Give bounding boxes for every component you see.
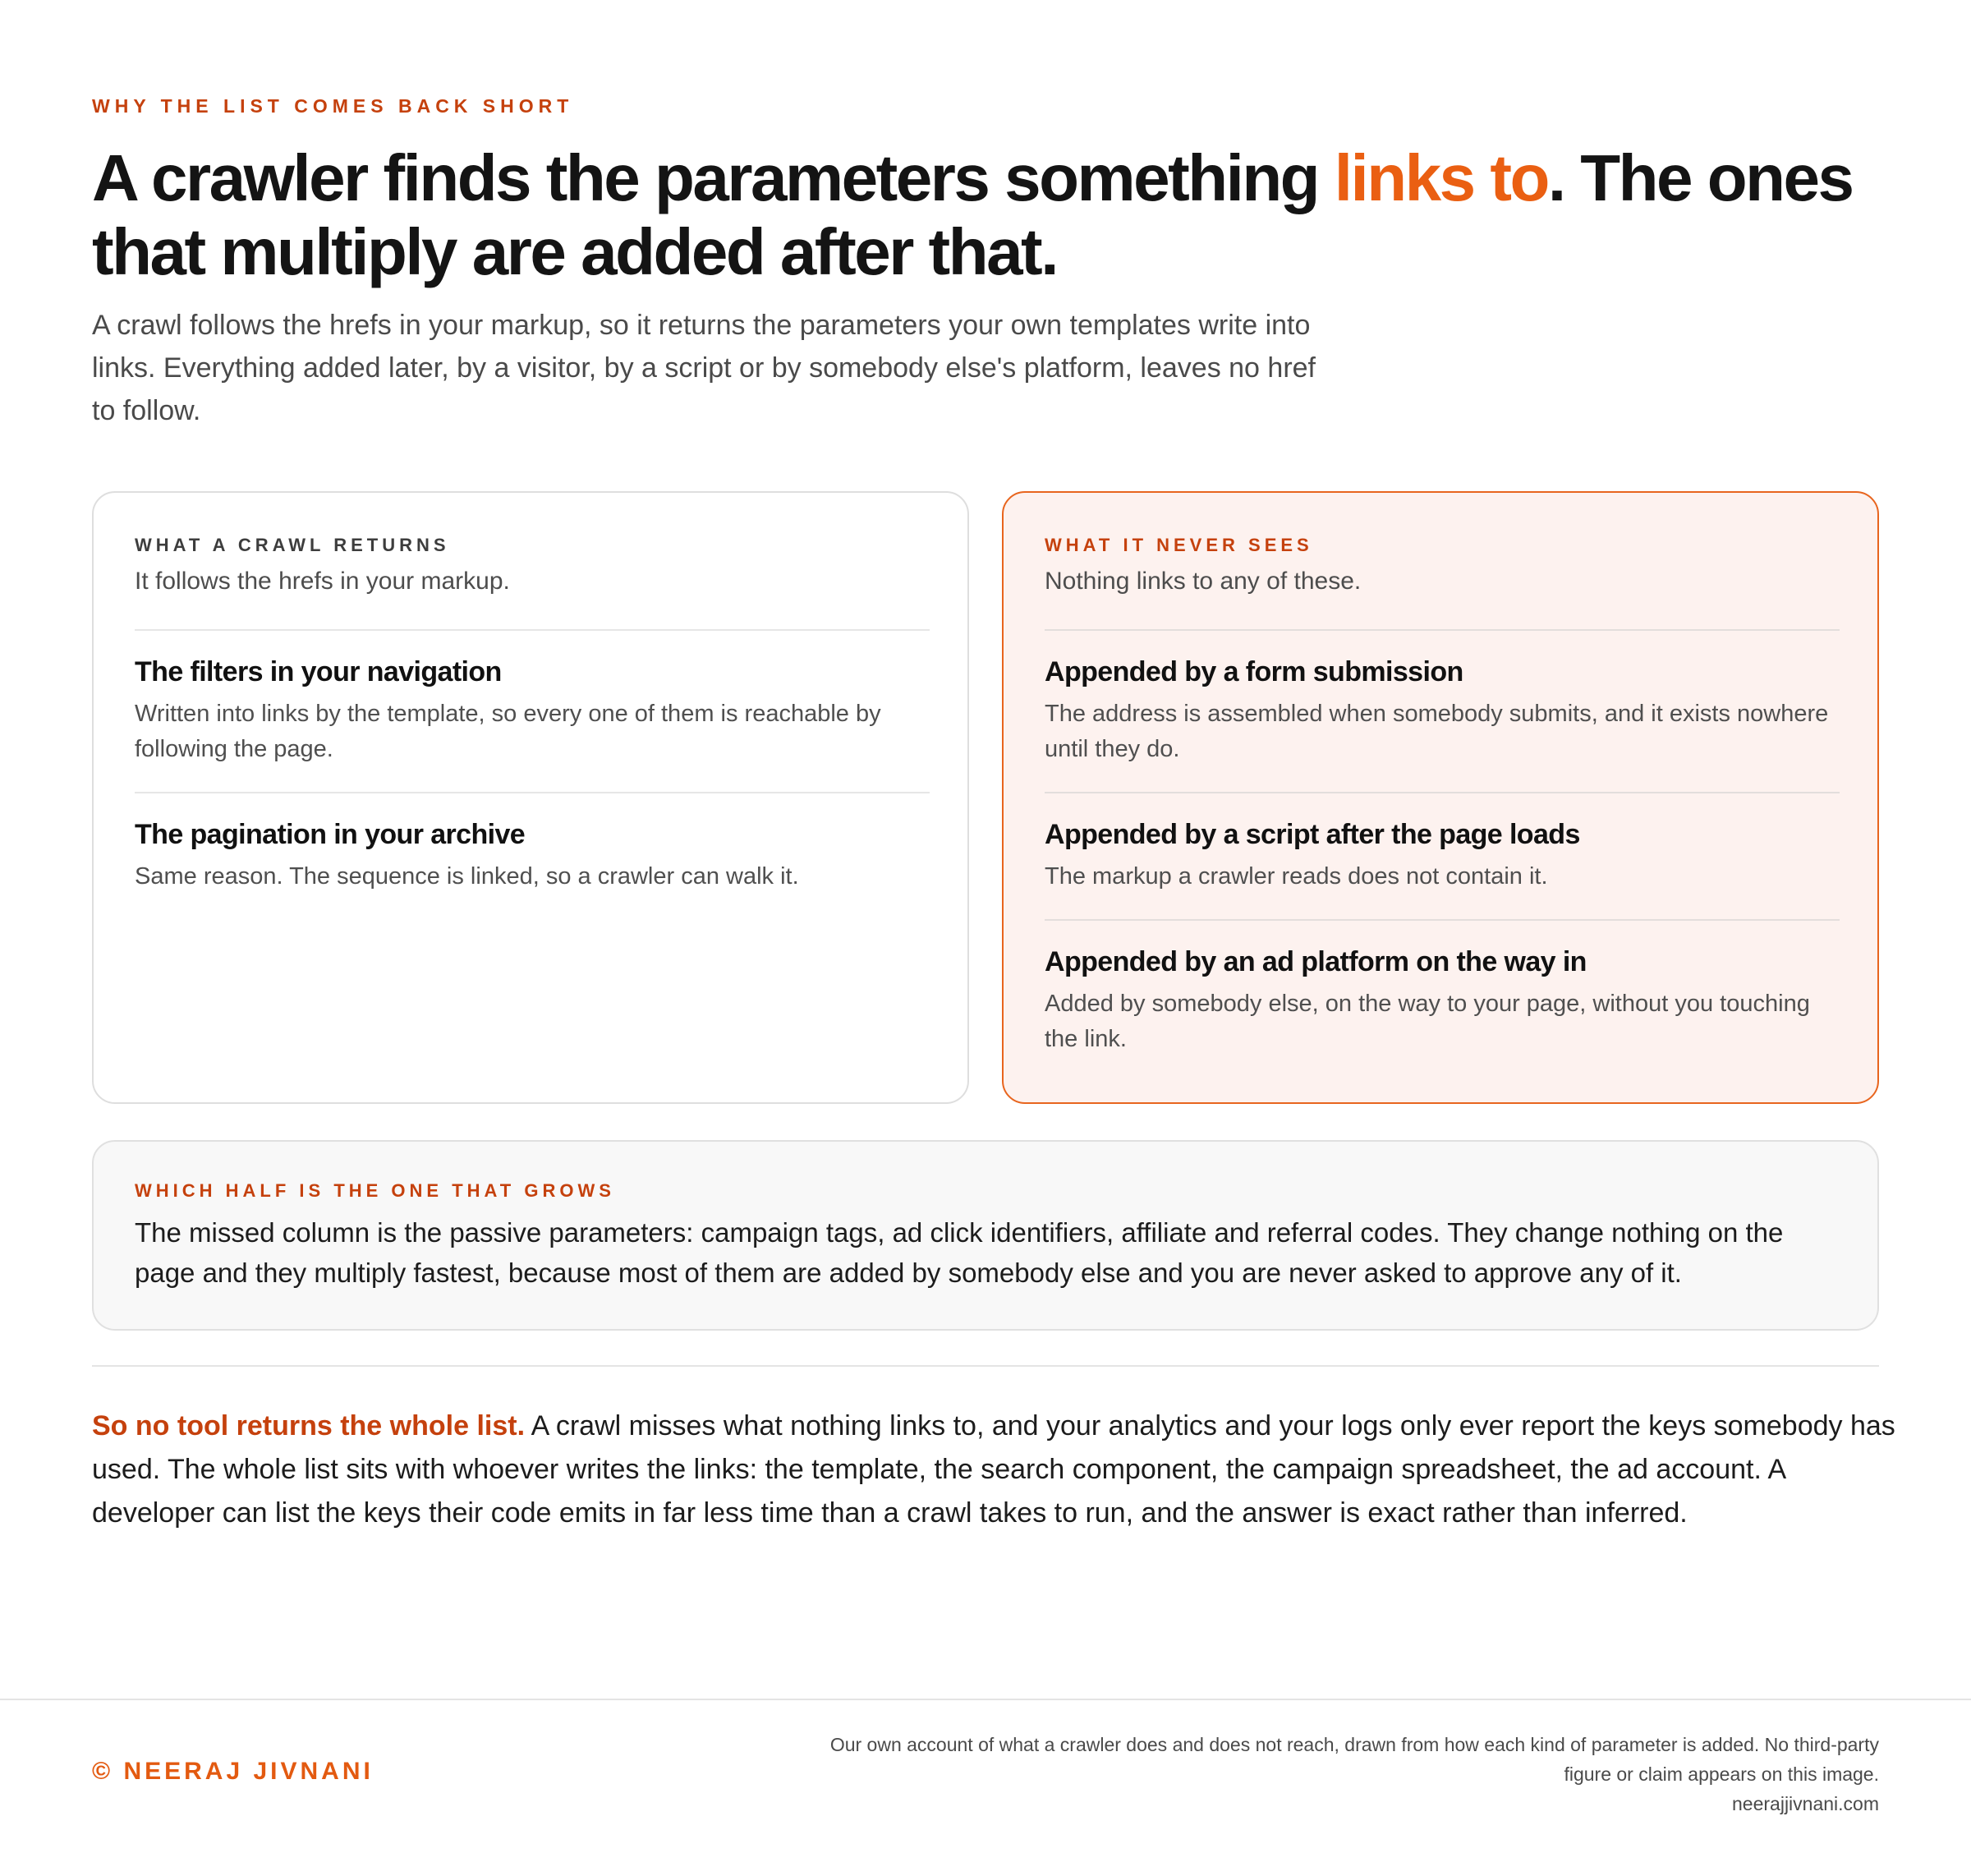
callout-label: WHICH HALF IS THE ONE THAT GROWS <box>135 1180 615 1201</box>
item-title: The pagination in your archive <box>135 819 526 850</box>
item-description: Added by somebody else, on the way to your page, without you touching the link. <box>1045 991 1810 1052</box>
site-url: neerajjivnani.com <box>1732 1793 1879 1814</box>
closing-paragraph <box>92 1405 1899 1535</box>
list-item <box>1045 793 1840 894</box>
brand-credit: © NEERAJ JIVNANI <box>92 1758 374 1785</box>
headline <box>92 141 1899 289</box>
list-item <box>135 631 930 767</box>
item-title: Appended by a form submission <box>1045 656 1463 687</box>
grows-callout <box>92 1140 1879 1331</box>
item-description: Same reason. The sequence is linked, so a crawler can walk it. <box>135 863 799 890</box>
section-divider <box>92 1365 1879 1367</box>
callout-text: The missed column is the passive parameters: campaign tags, ad click identifiers, affiliate and referral codes. They change nothing on the page and they multiply fastest, because most of them are added by somebody else and you are never asked to approve any of it. <box>135 1217 1784 1288</box>
card-label: WHAT IT NEVER SEES <box>1045 535 1313 555</box>
card-subtitle: It follows the hrefs in your markup. <box>135 568 510 595</box>
list-item <box>135 793 930 894</box>
closing-lead: So no tool returns the whole list. <box>92 1410 526 1441</box>
footnote <box>779 1730 1879 1819</box>
item-description: The markup a crawler reads does not contain it. <box>1045 863 1548 890</box>
headline-accent: links to <box>1334 141 1548 214</box>
never-sees-card <box>1002 491 1879 1104</box>
item-description: The address is assembled when somebody submits, and it exists nowhere until they do. <box>1045 701 1829 762</box>
item-description: Written into links by the template, so every one of them is reachable by following the page. <box>135 701 881 762</box>
eyebrow: WHY THE LIST COMES BACK SHORT <box>92 95 574 117</box>
headline-start: A crawler finds the parameters something <box>92 141 1335 214</box>
intro-paragraph: A crawl follows the hrefs in your markup, so it returns the parameters your own templates write into links. Everything added later, by a visitor, by a script or by somebody else's platform, leaves no href to follow. <box>92 310 1316 426</box>
footnote-text: Our own account of what a crawler does and does not reach, drawn from how each kind of parameter is added. No third-party figure or claim appears on this image. <box>829 1734 1879 1785</box>
list-item <box>1045 631 1840 767</box>
item-title: Appended by an ad platform on the way in <box>1045 946 1587 977</box>
list-item <box>1045 921 1840 1057</box>
card-subtitle: Nothing links to any of these. <box>1045 568 1362 595</box>
headline-end: . The ones that multiply are added after that. <box>92 141 1853 288</box>
crawl-returns-card <box>92 491 969 1104</box>
item-title: Appended by a script after the page loads <box>1045 819 1580 850</box>
card-label: WHAT A CRAWL RETURNS <box>135 535 450 555</box>
item-title: The filters in your navigation <box>135 656 502 687</box>
footer-divider <box>0 1699 1971 1700</box>
closing-body: A crawl misses what nothing links to, and your analytics and your logs only ever report the keys somebody has used. The whole list sits with whoever writes the links: the template, the search component, the campaign spreadsheet, the ad account. A developer can list the keys their code emits in far less time than a crawl takes to run, and the answer is exact rather than inferred. <box>92 1410 1895 1529</box>
